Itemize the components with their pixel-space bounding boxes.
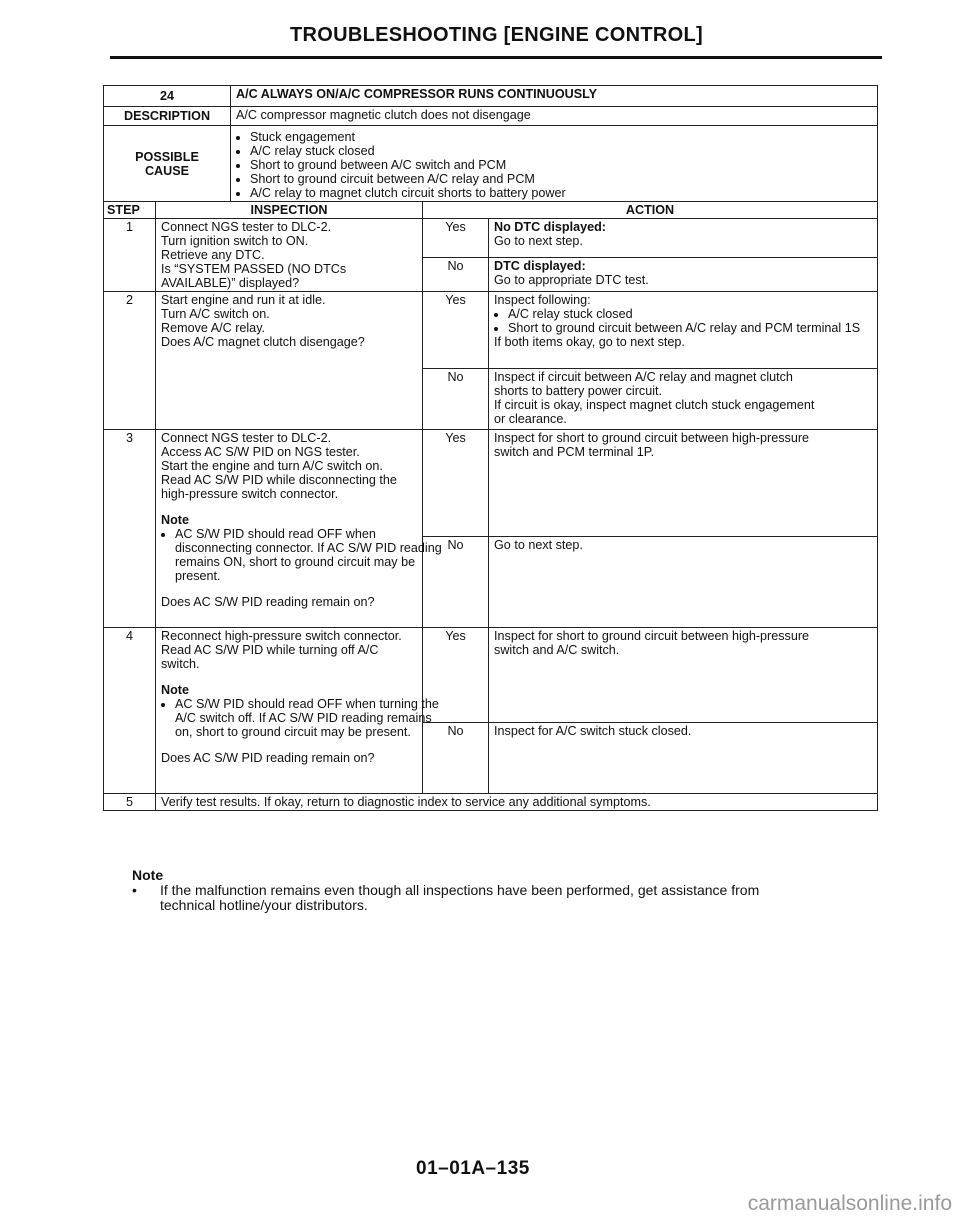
inspection-line: Remove A/C relay. (161, 321, 266, 335)
possible-cause-list (231, 126, 878, 202)
bullet-icon: • (132, 882, 137, 898)
action-text: or clearance. (494, 412, 567, 426)
yes-label: Yes (423, 628, 489, 723)
bottom-note-text: technical hotline/your distributors. (160, 897, 368, 913)
step-number: 5 (104, 794, 156, 811)
step-number: 1 (104, 219, 156, 292)
action-text: Inspect for short to ground circuit between high-pressure (494, 431, 810, 445)
action-text: Go to next step. (494, 234, 583, 248)
description-row (104, 107, 878, 126)
inspection-line: Is “SYSTEM PASSED (NO DTCs (161, 262, 347, 276)
page-header (110, 22, 882, 59)
code-cell: 24 (104, 86, 231, 107)
action-item: • A/C relay stuck closed (508, 307, 872, 321)
action-column-header: ACTION (423, 202, 878, 219)
inspection-line: Retrieve any DTC. (161, 248, 265, 262)
troubleshooting-table (103, 85, 878, 811)
inspection-line: Connect NGS tester to DLC-2. (161, 431, 332, 445)
action-text: shorts to battery power circuit. (494, 384, 662, 398)
possible-cause-label (104, 126, 231, 202)
inspection-line: Connect NGS tester to DLC-2. (161, 220, 332, 234)
cause-item: • A/C relay stuck closed (250, 144, 872, 158)
no-label: No (423, 537, 489, 628)
step-1-yes-row (104, 219, 878, 258)
no-label: No (423, 723, 489, 794)
action-text: switch and A/C switch. (494, 643, 620, 657)
bottom-note-item (132, 883, 832, 913)
inspection-line: Read AC S/W PID while disconnecting the (161, 473, 397, 487)
cause-item: • A/C relay to magnet clutch circuit shorts to battery power (250, 186, 872, 200)
action-title: No DTC displayed: (494, 220, 606, 234)
no-label: No (423, 369, 489, 430)
action-text: If both items okay, go to next step. (494, 335, 685, 349)
step-column-header: STEP (104, 202, 156, 219)
inspection-line: Turn ignition switch to ON. (161, 234, 309, 248)
bottom-note (132, 868, 832, 913)
note-text: • AC S/W PID should read OFF when turning the A/C switch off. If AC S/W PID reading remains on, short to ground circuit may be present. (175, 697, 445, 739)
inspection-column-header: INSPECTION (156, 202, 423, 219)
step-2-no-action (489, 369, 878, 430)
inspection-line: Start the engine and turn A/C switch on. (161, 459, 383, 473)
inspection-line: Reconnect high-pressure switch connector. (161, 629, 402, 643)
step-1-yes-action (489, 219, 878, 258)
inspection-line: Turn A/C switch on. (161, 307, 270, 321)
column-header-row (104, 202, 878, 219)
note-text: • AC S/W PID should read OFF when disconnecting connector. If AC S/W PID reading remains ON, short to ground circuit may be present. (175, 527, 445, 583)
inspection-line: Start engine and run it at idle. (161, 293, 326, 307)
inspection-line: Does A/C magnet clutch disengage? (161, 335, 365, 349)
inspection-line: Read AC S/W PID while turning off A/C (161, 643, 379, 657)
bottom-note-title: Note (132, 867, 164, 883)
action-item: • Short to ground circuit between A/C relay and PCM terminal 1S (508, 321, 872, 335)
step-3-inspection (156, 430, 442, 628)
page-number: 01–01A–135 (416, 1158, 530, 1179)
step-3-yes-row (104, 430, 878, 537)
inspection-line: high-pressure switch connector. (161, 487, 339, 501)
note-label: Note (161, 513, 189, 527)
bottom-note-text: If the malfunction remains even though all inspections have been performed, get assistance from (160, 882, 760, 898)
step-4-no-action: Inspect for A/C switch stuck closed. (489, 723, 878, 794)
step-4-inspection (156, 628, 439, 794)
yes-label: Yes (423, 219, 489, 258)
step-number: 4 (104, 628, 156, 794)
page-title: TROUBLESHOOTING [ENGINE CONTROL] (290, 24, 703, 46)
yes-label: Yes (423, 292, 489, 369)
description-text: A/C compressor magnetic clutch does not disengage (231, 107, 878, 126)
code-row (104, 86, 878, 107)
step-4-yes-row (104, 628, 878, 723)
possible-cause-row (104, 126, 878, 202)
step-1-inspection (156, 219, 423, 292)
description-label: DESCRIPTION (104, 107, 231, 126)
action-text: switch and PCM terminal 1P. (494, 445, 655, 459)
possible-cause-label-1: POSSIBLE (135, 149, 199, 164)
action-text: Inspect if circuit between A/C relay and magnet clutch (494, 370, 793, 384)
inspection-line: AVAILABLE)” displayed? (161, 276, 300, 290)
inspection-line: Access AC S/W PID on NGS tester. (161, 445, 360, 459)
action-text: Go to appropriate DTC test. (494, 272, 649, 287)
inspection-line: switch. (161, 657, 200, 671)
yes-label: Yes (423, 430, 489, 537)
inspection-question: Does AC S/W PID reading remain on? (161, 751, 375, 765)
no-label: No (423, 257, 489, 291)
possible-cause-label-2: CAUSE (144, 163, 190, 178)
step-2-inspection (156, 292, 423, 430)
cause-item: • Stuck engagement (250, 130, 872, 144)
step-number: 3 (104, 430, 156, 628)
code-title: A/C ALWAYS ON/A/C COMPRESSOR RUNS CONTINUOUSLY (231, 86, 878, 107)
step-5-row (104, 794, 878, 811)
watermark: carmanualsonline.info (747, 1192, 952, 1215)
action-title: DTC displayed: (494, 258, 586, 273)
action-text: Inspect following: (494, 293, 591, 307)
note-label: Note (161, 683, 189, 697)
cause-item: • Short to ground between A/C switch and PCM (250, 158, 872, 172)
action-text: Inspect for short to ground circuit between high-pressure (494, 629, 810, 643)
step-3-no-action: Go to next step. (489, 537, 878, 628)
step-4-yes-action (489, 628, 878, 723)
step-3-yes-action (489, 430, 878, 537)
step-1-no-action (489, 257, 878, 291)
cause-item: • Short to ground circuit between A/C relay and PCM (250, 172, 872, 186)
step-2-yes-row (104, 292, 878, 369)
step-5-text: Verify test results. If okay, return to diagnostic index to service any additional symptoms. (156, 794, 878, 811)
inspection-question: Does AC S/W PID reading remain on? (161, 595, 375, 609)
action-text: If circuit is okay, inspect magnet clutch stuck engagement (494, 398, 815, 412)
step-number: 2 (104, 292, 156, 430)
step-2-yes-action (489, 292, 878, 369)
